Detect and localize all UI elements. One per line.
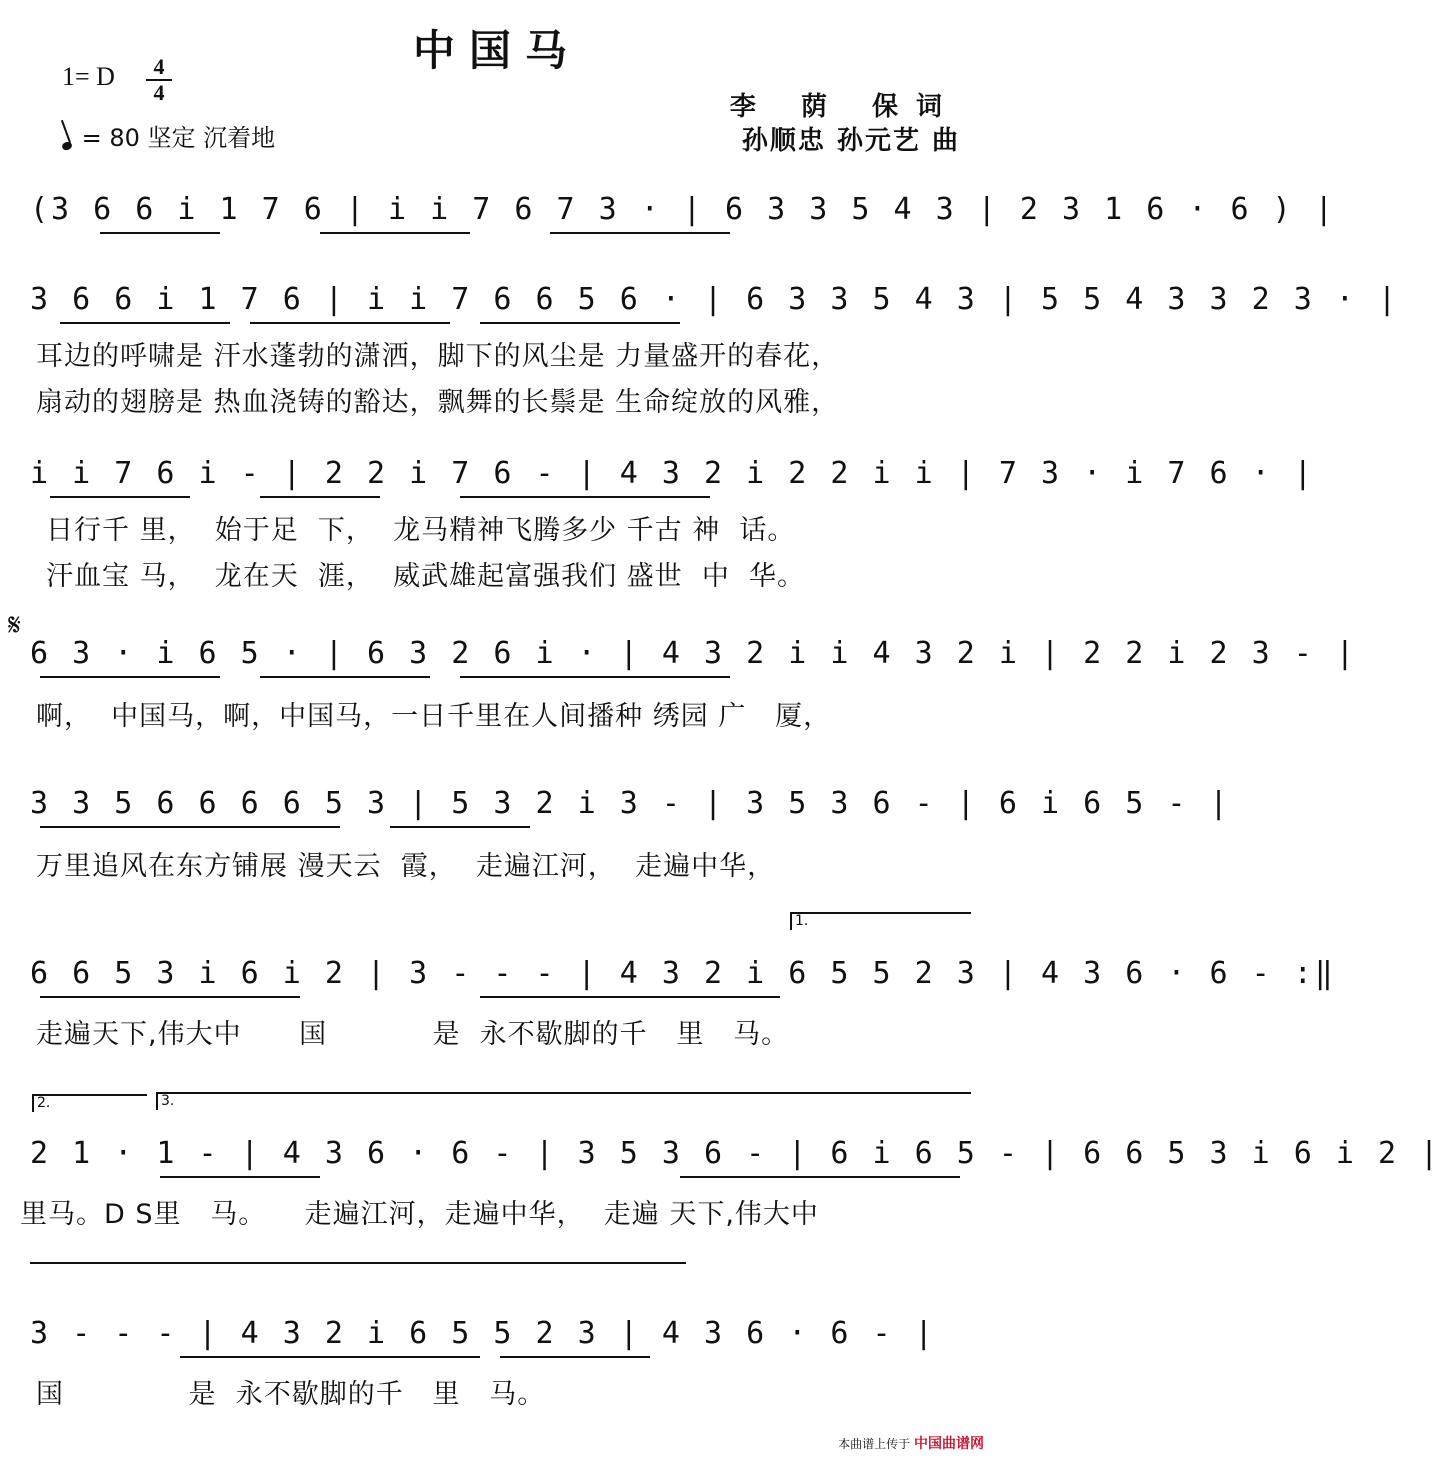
time-signature [146,56,172,104]
beam-line [550,232,730,234]
tempo-marking [62,118,275,153]
notation-line: 6 6 5 3 i 6 i 2 | 3 - - - | 4 3 2 i 6 5 5 2 3 | 4 3 6 · 6 - :‖ [30,956,1336,991]
lyric-line-1: 里马。D S里 马。 走遍江河，走遍中华， 走遍 天下,伟大中 [20,1199,819,1230]
beam-line [250,322,450,324]
lyric-line-2: 汗血宝 马， 龙在天 涯， 威武雄起富强我们 盛世 中 华。 [46,561,805,592]
notation-line: 2 1 · 1 - | 4 3 6 · 6 - | 3 5 3 6 - | 6 i 6 5 - | 6 6 5 3 i 6 i 2 | [30,1136,1441,1171]
lyric-line-1: 国 是 永不歇脚的千 里 马。 [36,1379,546,1410]
notation-line: 3 6 6 i 1 7 6 | i i 7 6 6 5 6 · | 6 3 3 5 4 3 | 5 5 4 3 3 2 3 · | [30,282,1399,317]
score-row-final [30,1316,970,1410]
score-row-ending-1 [30,913,1336,1050]
lyric-line-2: 扇动的翅膀是 热血浇铸的豁达，飘舞的长鬃是 生命绽放的风雅， [36,387,840,418]
beam-line [480,322,680,324]
lyric-line-1: 万里追风在东方铺展 漫天云 霞， 走遍江河， 走遍中华， [36,851,776,882]
lyricist-credit: 李 荫 保词 [729,92,960,122]
beam-line [40,676,220,678]
notation-line: 6 3 · i 6 5 · | 6 3 2 6 i · | 4 3 2 i i 4 3 2 i | 2 2 i 2 3 - | [30,636,1357,671]
lyric-line-1: 耳边的呼啸是 汗水蓬勃的潇洒，脚下的风尘是 力量盛开的春花， [36,341,840,372]
notation-line: i i 7 6 i - | 2 2 i 7 6 - | 4 3 2 i 2 2 i i | 7 3 · i 7 6 · | [30,456,1315,491]
beam-line [680,1176,960,1178]
footer-watermark [838,1433,984,1453]
beam-line [460,676,730,678]
tempo-text: = 80 坚定 沉着地 [81,124,276,152]
key-signature: 1= D [62,62,115,91]
beam-line [50,496,190,498]
score-row-chorus-2 [30,786,1231,882]
lyric-line-1: 啊， 中国马，啊，中国马，一日千里在人间播种 绣园 广 厦， [36,701,832,732]
notation-line: 3 - - - | 4 3 2 i 6 5 5 2 3 | 4 3 6 · 6 - | [30,1316,936,1351]
volta-bracket-1: 1. [790,912,971,930]
beam-line [480,996,780,998]
beam-line [180,1356,480,1358]
beam-line [320,232,470,234]
score-row-intro [30,192,1336,232]
quarter-note-icon [61,141,73,152]
beam-line [40,996,300,998]
composer-credit: 孙顺忠 孙元艺 曲 [741,126,960,156]
score-row-verse-2 [30,456,1315,592]
ending-divider [30,1262,686,1264]
volta-bracket-2: 2. [32,1094,147,1112]
lyric-line-1: 走遍天下,伟大中 国 是 永不歇脚的千 里 马。 [36,1019,790,1050]
beam-line [500,1356,650,1358]
notation-line: (3 6 6 i 1 7 6 | i i 7 6 7 3 · | 6 3 3 5 4 3 | 2 3 1 6 · 6 ) | [30,192,1336,227]
beam-line [260,496,380,498]
beam-line [100,232,220,234]
footer-prefix: 本曲谱上传于 [838,1437,911,1451]
lyric-line-1: 日行千 里， 始于足 下， 龙马精神飞腾多少 千古 神 话。 [46,515,796,546]
song-title: 中国马 [412,26,581,75]
score-row-chorus-1 [30,636,1357,732]
beam-line [40,826,340,828]
beam-line [60,322,230,324]
beam-line [460,496,710,498]
time-signature-top: 4 [153,54,165,79]
beam-line [390,826,530,828]
score-row-ending-2-3 [20,1093,1441,1230]
beam-line [260,676,430,678]
segno-sign-icon: 𝄋 [8,608,21,643]
time-signature-bottom: 4 [153,80,165,105]
volta-bracket-3: 3. [156,1092,971,1110]
notation-line: 3 3 5 6 6 6 6 5 3 | 5 3 2 i 3 - | 3 5 3 6 - | 6 i 6 5 - | [30,786,1231,821]
beam-line [160,1176,320,1178]
footer-site: 中国曲谱网 [914,1436,984,1452]
score-row-verse-1 [30,282,1399,418]
